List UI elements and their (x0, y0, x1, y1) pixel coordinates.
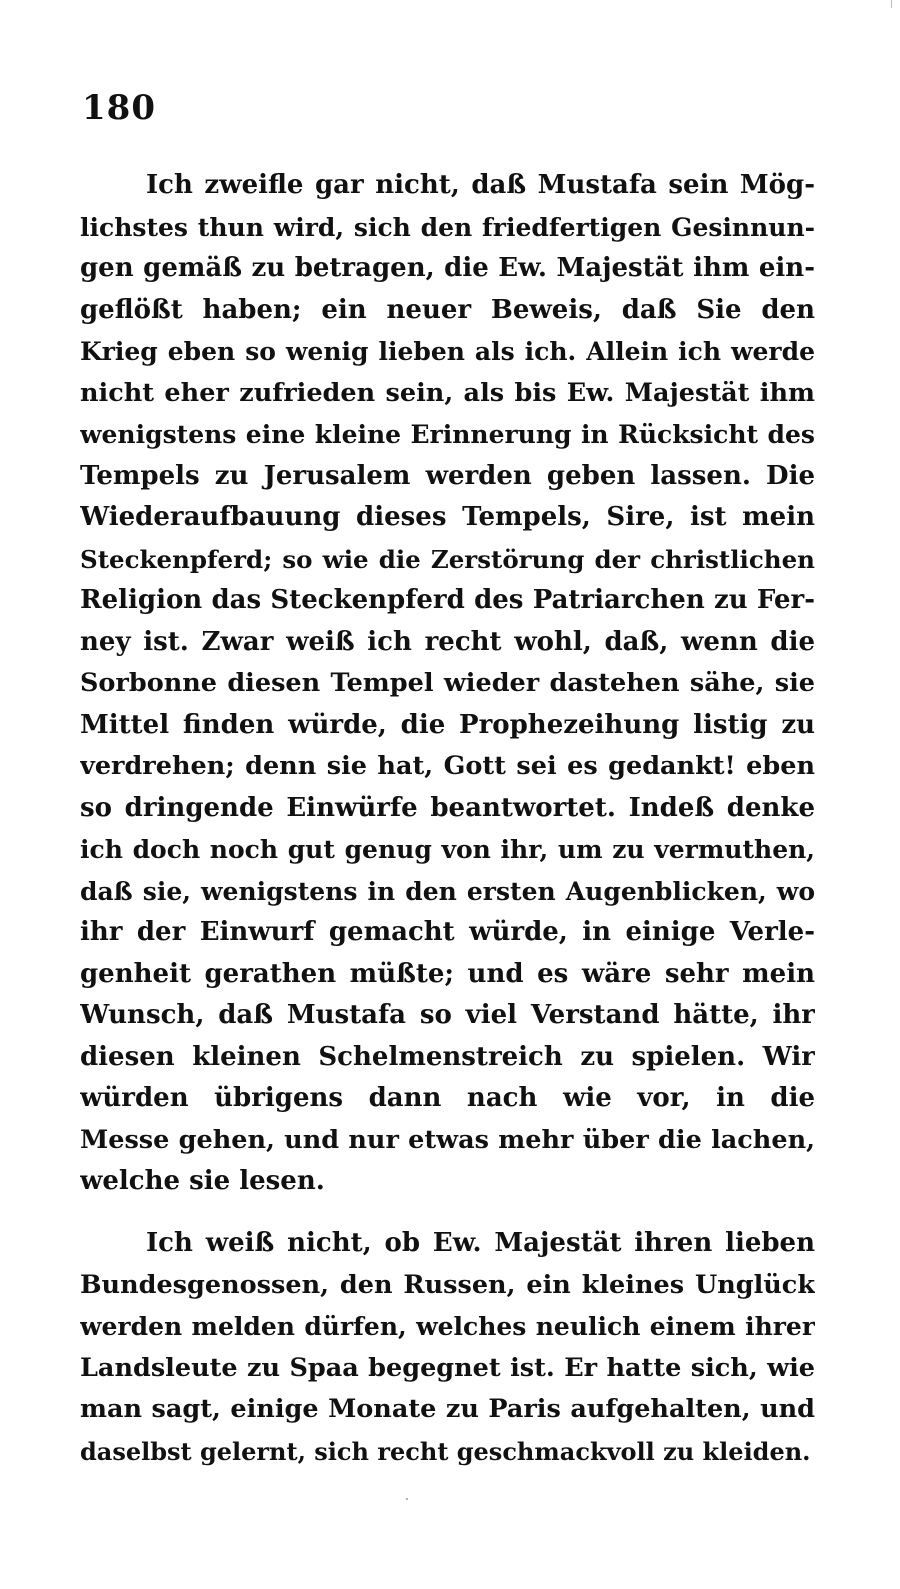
text-line: würden übrigens dann nach wie vor, in die (80, 1083, 815, 1113)
text-line: nicht eher zufrieden sein, als bis Ew. Majestät ihm (80, 377, 815, 408)
text-line: Religion das Steckenpferd des Patriarchen zu Fer- (80, 585, 815, 615)
text-line: diesen kleinen Schelmenstreich zu spielen. Wir (80, 1041, 815, 1072)
text-line: Tempels zu Jerusalem werden geben lassen. Die (80, 460, 815, 491)
text-line: Landsleute zu Spaa begegnet ist. Er hatte sich, wie (80, 1352, 815, 1383)
text-line: Krieg eben so wenig lieben als ich. Allein ich werde (80, 337, 815, 366)
text-line: werden melden dürfen, welches neulich einem ihrer (80, 1312, 815, 1341)
text-line: ihr der Einwurf gemacht würde, in einige Verle- (80, 917, 815, 947)
text-line: Steckenpferd; so wie die Zerstörung der christlichen (80, 544, 815, 574)
text-line: Ich zweifle gar nicht, daß Mustafa sein Mög- (146, 170, 815, 200)
page-number: 180 (82, 88, 156, 128)
text-line: gen gemäß zu betragen, die Ew. Majestät ihm ein- (80, 253, 815, 283)
paragraph-1 (80, 165, 815, 1203)
text-line: ney ist. Zwar weiß ich recht wohl, daß, wenn die (80, 626, 815, 657)
text-line: lichstes thun wird, sich den friedfertigen Gesinnun- (80, 212, 815, 242)
text-line: verdrehen; denn sie hat, Gott sei es gedankt! eben (80, 751, 815, 781)
paper-speck (406, 1498, 408, 1500)
text-line: man sagt, einige Monate zu Paris aufgehalten, und (80, 1394, 815, 1424)
page-edge-mark (891, 0, 892, 8)
text-line: Mittel finden würde, die Prophezeihung listig zu (80, 709, 815, 740)
text-line: daß sie, wenigstens in den ersten Augenblicken, wo (80, 876, 815, 906)
text-line: Ich weiß nicht, ob Ew. Majestät ihren lieben (146, 1228, 815, 1258)
text-line: welche sie lesen. (80, 1166, 325, 1196)
text-line: so dringende Einwürfe beantwortet. Indeß denke (80, 792, 815, 823)
text-line: wenigstens eine kleine Erinnerung in Rücksicht des (80, 420, 815, 449)
text-line: genheit gerathen müßte; und es wäre sehr mein (80, 958, 815, 989)
text-line: Wiederaufbauung dieses Tempels, Sire, ist mein (80, 502, 815, 532)
text-line: Bundesgenossen, den Russen, ein kleines Unglück (80, 1269, 815, 1300)
text-line: ich doch noch gut genug von ihr, um zu vermuthen, (80, 835, 815, 864)
text-line: Messe gehen, und nur etwas mehr über die lachen, (80, 1124, 815, 1155)
paragraph-2 (80, 1223, 815, 1472)
text-line: Wunsch, daß Mustafa so viel Verstand hätte, ihr (80, 1000, 815, 1030)
text-line: daselbst gelernt, sich recht geschmackvoll zu kleiden. (80, 1436, 811, 1466)
text-line: geflößt haben; ein neuer Beweis, daß Sie den (80, 294, 815, 325)
text-line: Sorbonne diesen Tempel wieder dastehen sähe, sie (80, 668, 815, 698)
